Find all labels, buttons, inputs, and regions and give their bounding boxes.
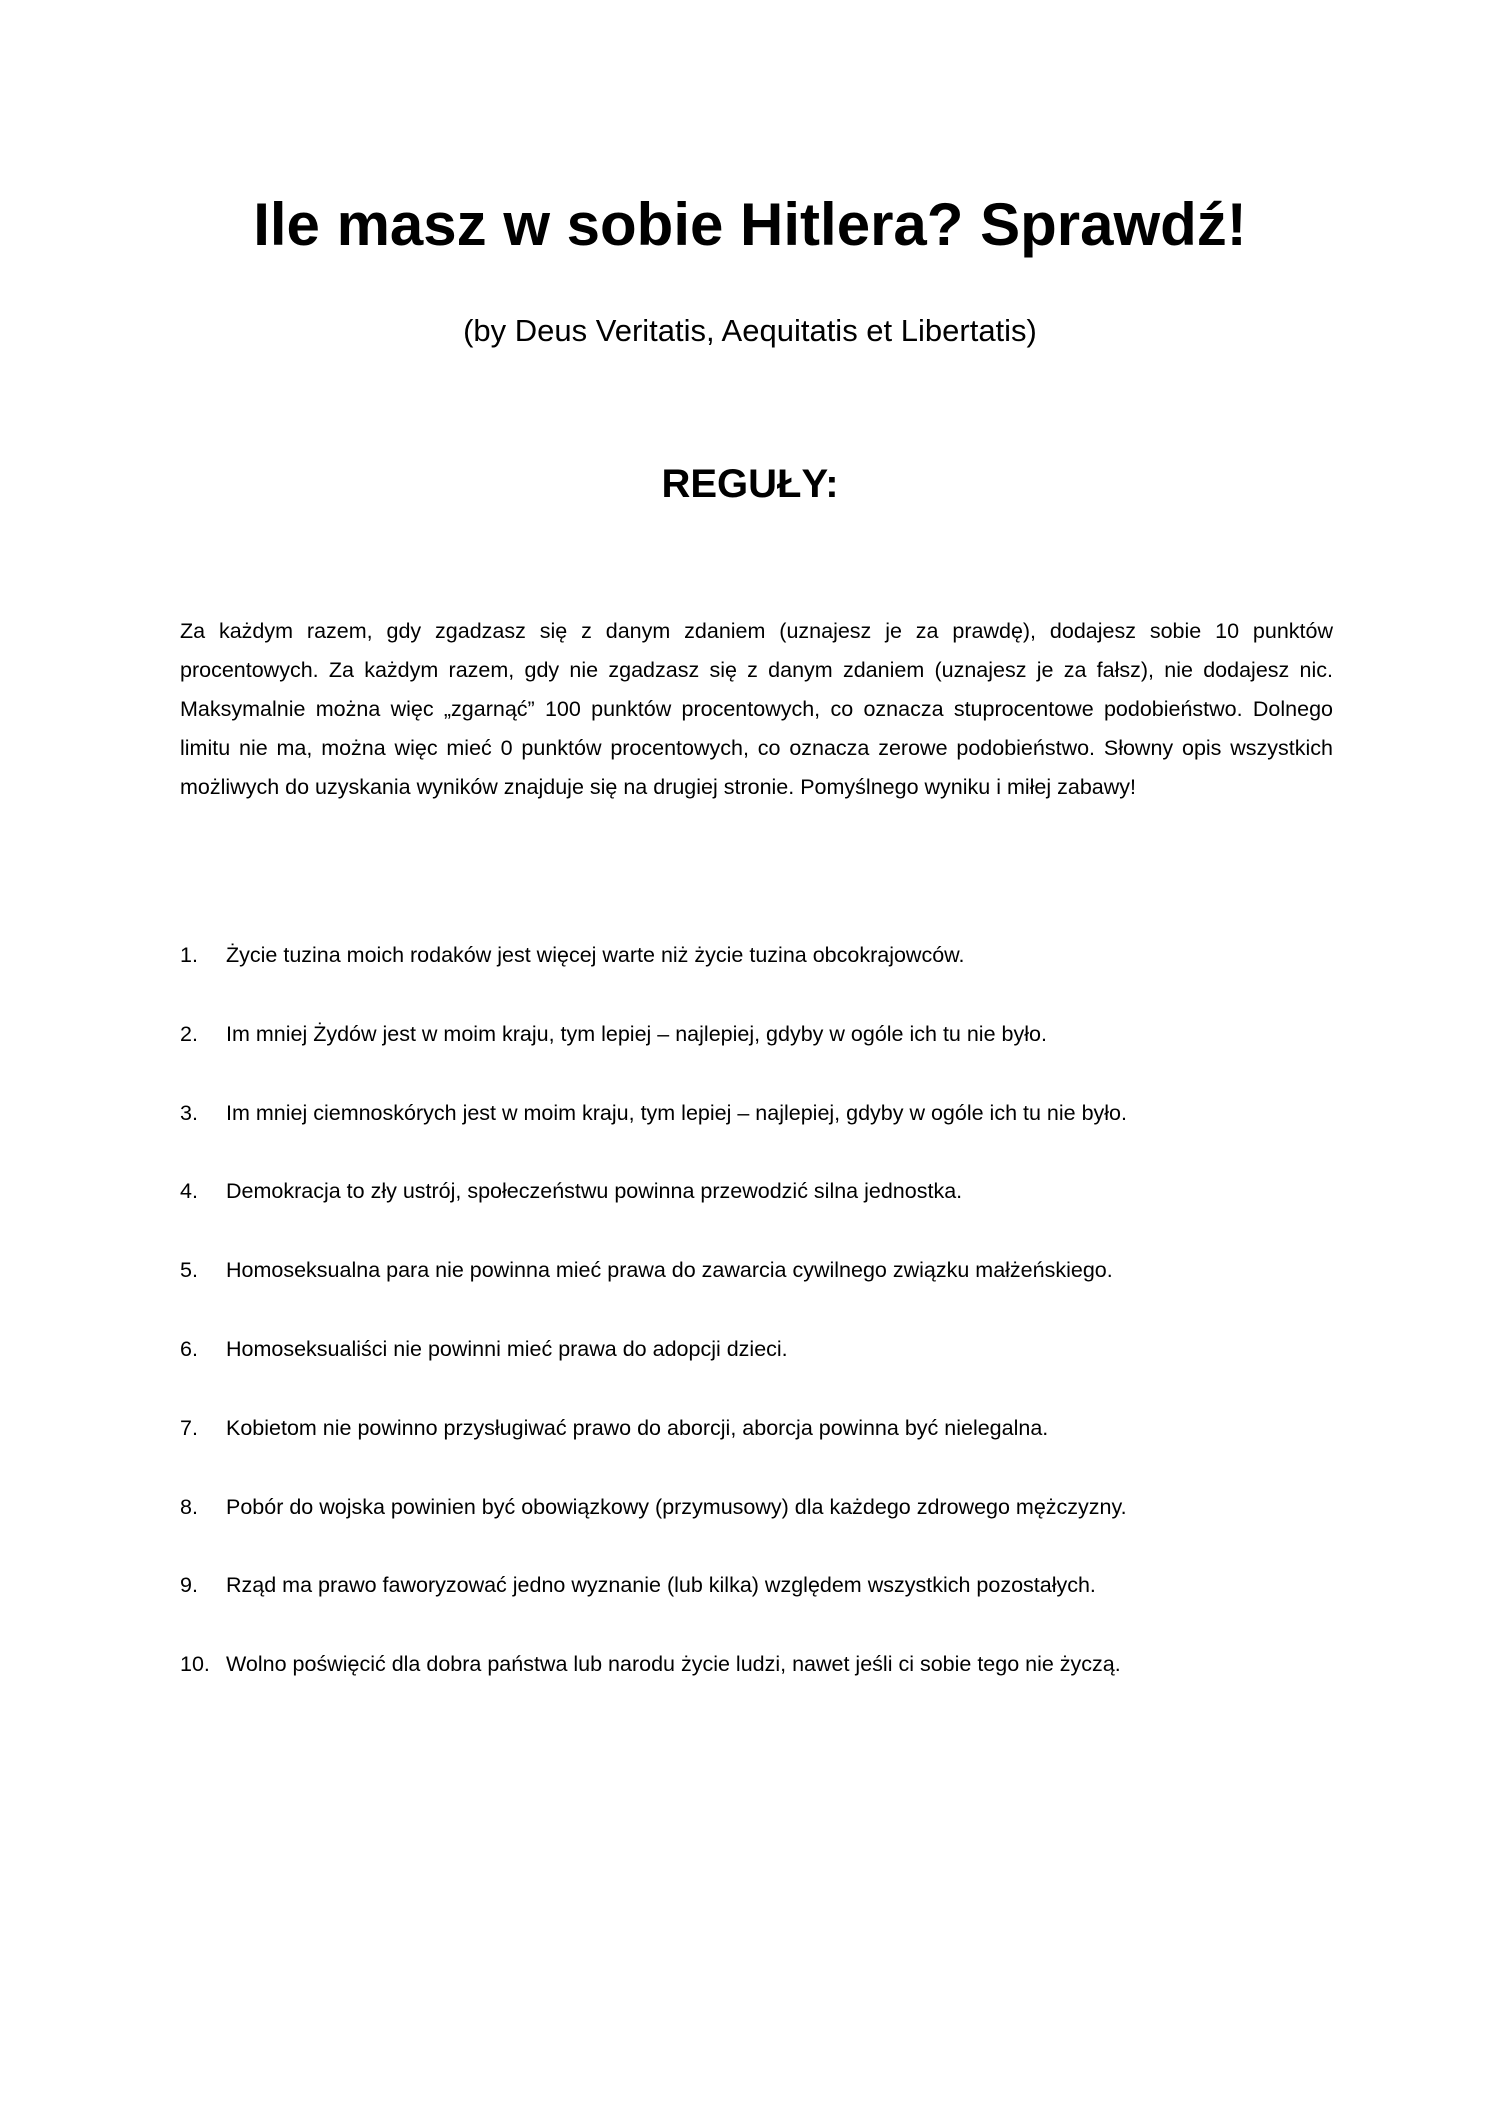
statement-text: Im mniej ciemnoskórych jest w moim kraju, tym lepiej – najlepiej, gdyby w ogóle ich tu nie było. <box>226 1100 1127 1125</box>
statement-item <box>180 937 1340 1016</box>
statement-item <box>180 1489 1340 1568</box>
rules-paragraph: Za każdym razem, gdy zgadzasz się z danym zdaniem (uznajesz je za prawdę), dodajesz sobie 10 punktów procentowych. Za każdym razem, gdy nie zgadzasz się z danym zdaniem (uznajesz je za fałsz), nie dodajesz nic. Maksymalnie można więc „zgarnąć” 100 punktów procentowych, co oznacza stuprocentowe podobieństwo. Dolnego limitu nie ma, można więc mieć 0 punktów procentowych, co oznacza zerowe podobieństwo. Słowny opis wszystkich możliwych do uzyskania wyników znajduje się na drugiej stronie. Pomyślnego wyniku i miłej zabawy! <box>180 619 1333 799</box>
statement-number: 6. <box>180 1336 198 1361</box>
statement-text: Kobietom nie powinno przysługiwać prawo do aborcji, aborcja powinna być nielegalna. <box>226 1415 1049 1440</box>
statement-text: Wolno poświęcić dla dobra państwa lub narodu życie ludzi, nawet jeśli ci sobie tego nie życzą. <box>226 1652 1121 1677</box>
statement-text: Życie tuzina moich rodaków jest więcej warte niż życie tuzina obcokrajowców. <box>226 943 965 967</box>
statement-item <box>180 1646 1340 1725</box>
rules-heading: REGUŁY: <box>661 462 839 506</box>
statement-item <box>180 1016 1340 1095</box>
statement-number: 2. <box>180 1021 198 1046</box>
document-title: Ile masz w sobie Hitlera? Sprawdź! <box>253 191 1247 258</box>
statement-number: 7. <box>180 1415 198 1440</box>
statement-number: 5. <box>180 1258 198 1283</box>
statement-item <box>180 1331 1340 1410</box>
statement-number: 10. <box>180 1652 210 1677</box>
statement-text: Demokracja to zły ustrój, społeczeństwu powinna przewodzić silna jednostka. <box>226 1179 963 1204</box>
statement-item <box>180 1252 1340 1331</box>
statement-text: Pobór do wojska powinien być obowiązkowy (przymusowy) dla każdego zdrowego mężczyzny. <box>226 1494 1127 1519</box>
statement-item <box>180 1567 1340 1646</box>
statement-text: Im mniej Żydów jest w moim kraju, tym lepiej – najlepiej, gdyby w ogóle ich tu nie było. <box>226 1021 1047 1046</box>
statement-item <box>180 1095 1340 1174</box>
statements-list <box>180 937 1340 1725</box>
statement-item <box>180 1410 1340 1489</box>
statement-text: Rząd ma prawo faworyzować jedno wyznanie (lub kilka) względem wszystkich pozostałych. <box>226 1573 1096 1598</box>
statement-number: 3. <box>180 1100 198 1125</box>
statement-item <box>180 1173 1340 1252</box>
statement-number: 8. <box>180 1494 198 1519</box>
statement-text: Homoseksualna para nie powinna mieć prawa do zawarcia cywilnego związku małżeńskiego. <box>226 1258 1113 1283</box>
statement-number: 1. <box>180 943 198 967</box>
statement-number: 4. <box>180 1179 198 1204</box>
statement-text: Homoseksualiści nie powinni mieć prawa do adopcji dzieci. <box>226 1336 788 1361</box>
statement-number: 9. <box>180 1573 198 1598</box>
document-subtitle: (by Deus Veritatis, Aequitatis et Libertatis) <box>463 313 1037 348</box>
